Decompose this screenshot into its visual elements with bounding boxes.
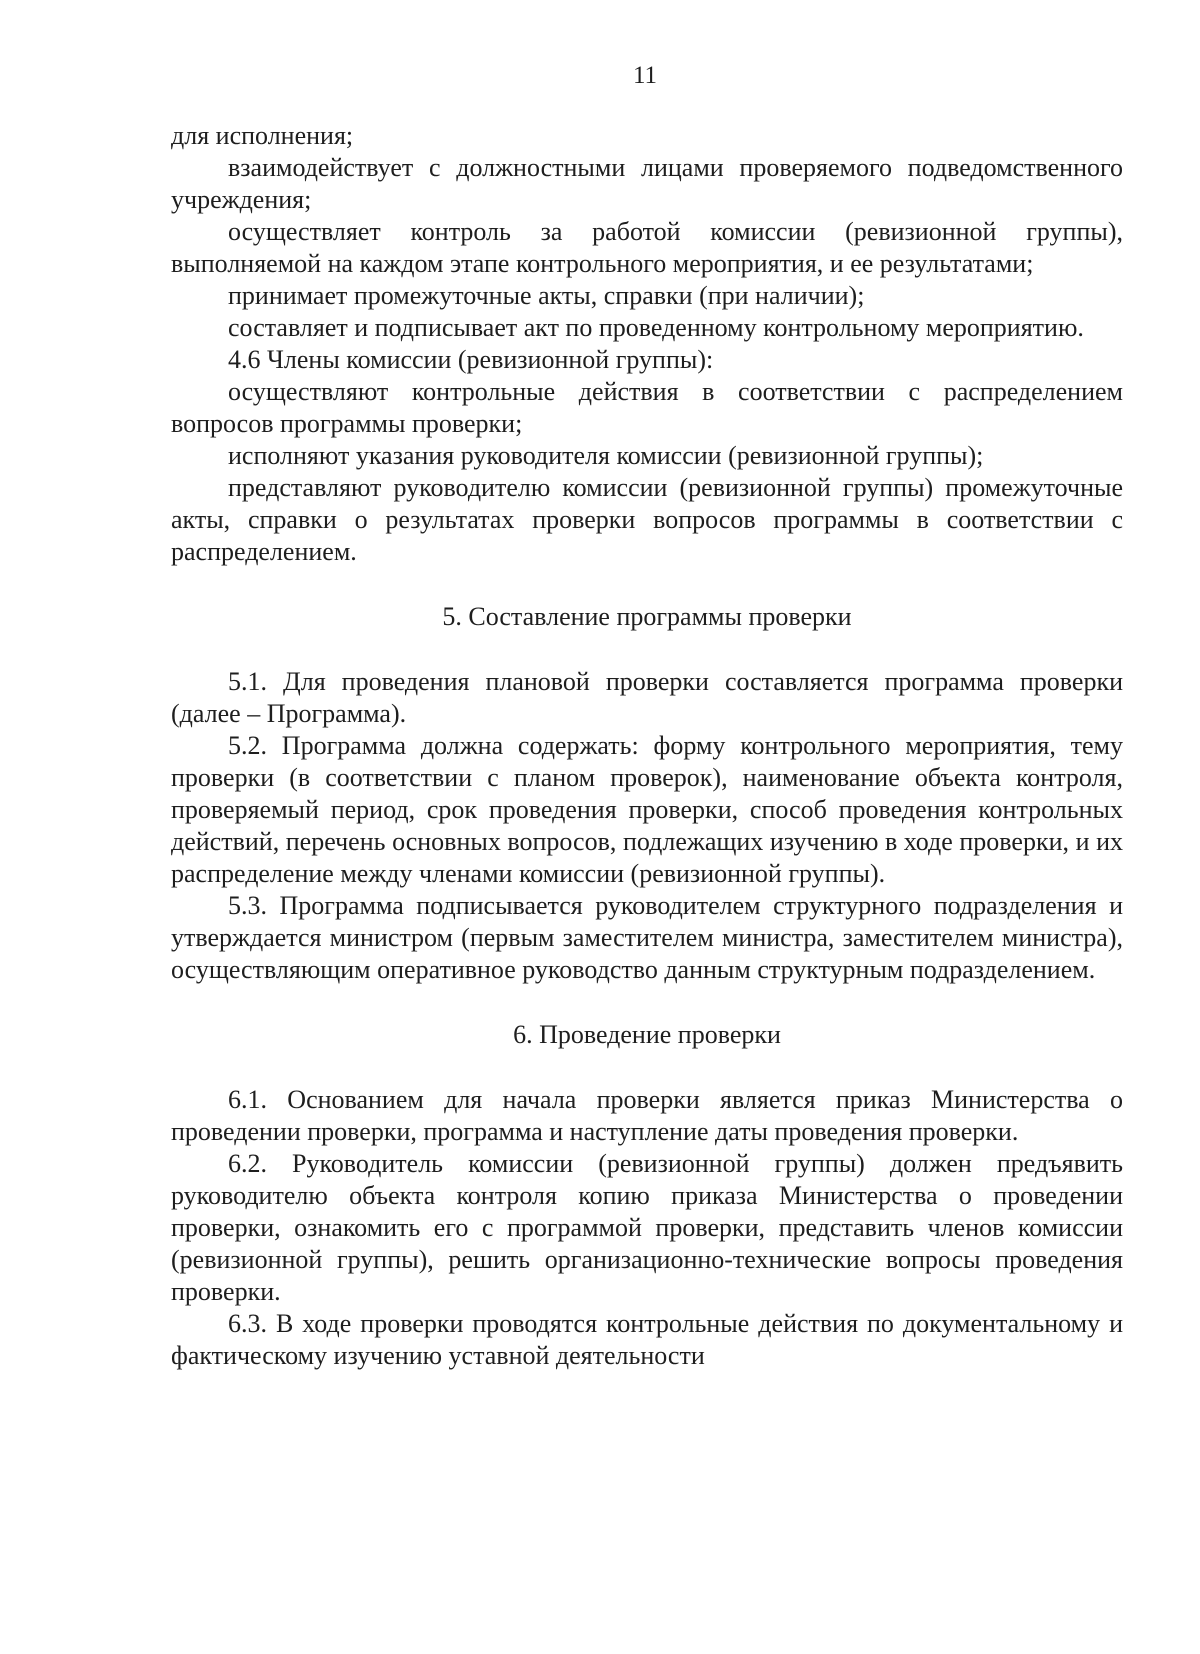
section-heading-6: 6. Проведение проверки [513,1020,781,1049]
paragraph: осуществляют контрольные действия в соответствии с распределением вопросов программы проверки; [171,377,1123,438]
paragraph: исполняют указания руководителя комиссии (ревизионной группы); [228,441,984,470]
paragraph-6-1: 6.1. Основанием для начала проверки является приказ Министерства о проведении проверки, программа и наступление даты проведения проверки. [171,1085,1123,1146]
paragraph-6-2: 6.2. Руководитель комиссии (ревизионной группы) должен предъявить руководителю объекта контроля копию приказа Министерства о проведении проверки, ознакомить его с программой проверки, представить членов комиссии (ревизионной группы), решить организационно-технические вопросы проведения проверки. [171,1149,1123,1306]
paragraph-5-2: 5.2. Программа должна содержать: форму контрольного мероприятия, тему проверки (в соответствии с планом проверок), наименование объекта контроля, проверяемый период, срок проведения проверки, способ проведения контрольных действий, перечень основных вопросов, подлежащих изучению в ходе проверки, и их распределение между членами комиссии (ревизионной группы). [171,731,1123,888]
paragraph: осуществляет контроль за работой комиссии (ревизионной группы), выполняемой на каждом этапе контрольного мероприятия, и ее результатами; [171,217,1123,278]
section-heading-5: 5. Составление программы проверки [442,602,852,631]
page-number: 11 [632,62,658,89]
paragraph: взаимодействует с должностными лицами проверяемого подведомственного учреждения; [171,153,1123,214]
paragraph: для исполнения; [171,121,354,150]
paragraph: принимает промежуточные акты, справки (при наличии); [228,281,865,310]
paragraph: составляет и подписывает акт по проведенному контрольному мероприятию. [228,313,1084,342]
paragraph: представляют руководителю комиссии (ревизионной группы) промежуточные акты, справки о результатах проверки вопросов программы в соответствии с распределением. [171,473,1123,566]
paragraph-5-3: 5.3. Программа подписывается руководителем структурного подразделения и утверждается министром (первым заместителем министра, заместителем министра), осуществляющим оперативное руководство данным структурным подразделением. [171,891,1123,984]
paragraph-5-1: 5.1. Для проведения плановой проверки составляется программа проверки (далее – Программа). [171,667,1123,728]
paragraph: 4.6 Члены комиссии (ревизионной группы): [228,345,714,374]
paragraph-6-3: 6.3. В ходе проверки проводятся контрольные действия по документальному и фактическому изучению уставной деятельности [171,1309,1123,1370]
document-body [171,120,1123,1372]
